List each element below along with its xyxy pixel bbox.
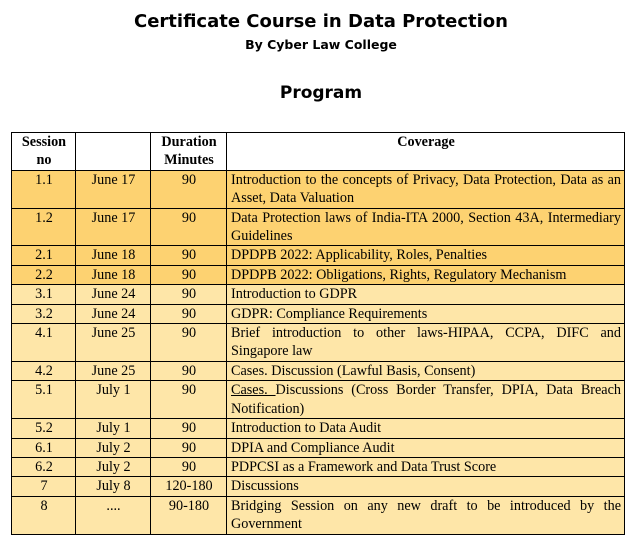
coverage-cell: DPIA and Compliance Audit bbox=[227, 438, 625, 457]
session-cell: 1.1 bbox=[12, 170, 76, 208]
table-row bbox=[12, 285, 625, 304]
session-cell: 2.1 bbox=[12, 246, 76, 265]
date-cell: June 17 bbox=[76, 208, 151, 246]
date-cell: June 18 bbox=[76, 246, 151, 265]
date-cell: June 24 bbox=[76, 304, 151, 323]
table-row bbox=[12, 170, 625, 208]
session-cell: 8 bbox=[12, 496, 76, 534]
date-cell: June 25 bbox=[76, 361, 151, 380]
coverage-cell: DPDPB 2022: Obligations, Rights, Regulatory Mechanism bbox=[227, 265, 625, 284]
duration-cell: 90 bbox=[151, 285, 227, 304]
date-cell: June 24 bbox=[76, 285, 151, 304]
coverage-cell: PDPCSI as a Framework and Data Trust Score bbox=[227, 457, 625, 476]
table-row bbox=[12, 438, 625, 457]
session-cell: 2.2 bbox=[12, 265, 76, 284]
coverage-cell: Bridging Session on any new draft to be introduced by the Government bbox=[227, 496, 625, 534]
date-cell: June 18 bbox=[76, 265, 151, 284]
duration-cell: 90 bbox=[151, 419, 227, 438]
duration-column-header: Duration Minutes bbox=[151, 133, 227, 171]
document-title: Certificate Course in Data Protection bbox=[134, 11, 508, 32]
duration-cell: 90 bbox=[151, 246, 227, 265]
session-cell: 5.2 bbox=[12, 419, 76, 438]
coverage-cell: Introduction to the concepts of Privacy, Data Protection, Data as an Asset, Data Valuation bbox=[227, 170, 625, 208]
duration-cell: 90 bbox=[151, 324, 227, 362]
table-row bbox=[12, 457, 625, 476]
duration-cell: 90 bbox=[151, 438, 227, 457]
date-cell: July 8 bbox=[76, 477, 151, 496]
coverage-cell: Data Protection laws of India-ITA 2000, Section 43A, Intermediary Guidelines bbox=[227, 208, 625, 246]
date-column-header bbox=[76, 133, 151, 171]
coverage-cell: Introduction to GDPR bbox=[227, 285, 625, 304]
date-cell: .... bbox=[76, 496, 151, 534]
table-row bbox=[12, 361, 625, 380]
coverage-prefix: Cases. bbox=[231, 382, 276, 399]
coverage-cell: Cases. Discussion (Lawful Basis, Consent) bbox=[227, 361, 625, 380]
session-column-header: Session no bbox=[12, 133, 76, 171]
session-cell: 5.1 bbox=[12, 381, 76, 419]
section-heading: Program bbox=[279, 83, 363, 103]
coverage-column-header: Coverage bbox=[227, 133, 625, 171]
duration-cell: 90 bbox=[151, 170, 227, 208]
table-row bbox=[12, 304, 625, 323]
coverage-text: Discussions (Cross Border Transfer, DPIA, Data Breach Notification) bbox=[231, 382, 621, 417]
coverage-cell: Discussions bbox=[227, 477, 625, 496]
duration-cell: 90 bbox=[151, 457, 227, 476]
table-row bbox=[12, 477, 625, 496]
table-row bbox=[12, 419, 625, 438]
session-cell: 4.1 bbox=[12, 324, 76, 362]
table-row bbox=[12, 381, 625, 419]
coverage-cell: GDPR: Compliance Requirements bbox=[227, 304, 625, 323]
duration-cell: 90 bbox=[151, 381, 227, 419]
coverage-cell: Brief introduction to other laws-HIPAA, CCPA, DIFC and Singapore law bbox=[227, 324, 625, 362]
date-cell: June 17 bbox=[76, 170, 151, 208]
date-cell: July 1 bbox=[76, 419, 151, 438]
duration-cell: 90 bbox=[151, 304, 227, 323]
session-cell: 3.2 bbox=[12, 304, 76, 323]
table-row bbox=[12, 246, 625, 265]
table-row bbox=[12, 496, 625, 534]
duration-cell: 90 bbox=[151, 265, 227, 284]
table-header-row bbox=[12, 133, 625, 171]
session-cell: 1.2 bbox=[12, 208, 76, 246]
duration-cell: 90 bbox=[151, 208, 227, 246]
session-cell: 6.2 bbox=[12, 457, 76, 476]
duration-cell: 90-180 bbox=[151, 496, 227, 534]
date-cell: July 2 bbox=[76, 457, 151, 476]
coverage-cell: DPDPB 2022: Applicability, Roles, Penalties bbox=[227, 246, 625, 265]
session-cell: 3.1 bbox=[12, 285, 76, 304]
program-table bbox=[11, 132, 625, 535]
date-cell: July 1 bbox=[76, 381, 151, 419]
session-cell: 7 bbox=[12, 477, 76, 496]
date-cell: June 25 bbox=[76, 324, 151, 362]
document-subtitle: By Cyber Law College bbox=[245, 37, 397, 52]
coverage-cell: Introduction to Data Audit bbox=[227, 419, 625, 438]
session-cell: 6.1 bbox=[12, 438, 76, 457]
date-cell: July 2 bbox=[76, 438, 151, 457]
table-row bbox=[12, 265, 625, 284]
table-row bbox=[12, 208, 625, 246]
table-row bbox=[12, 324, 625, 362]
session-cell: 4.2 bbox=[12, 361, 76, 380]
duration-cell: 90 bbox=[151, 361, 227, 380]
duration-cell: 120-180 bbox=[151, 477, 227, 496]
coverage-cell bbox=[227, 381, 625, 419]
